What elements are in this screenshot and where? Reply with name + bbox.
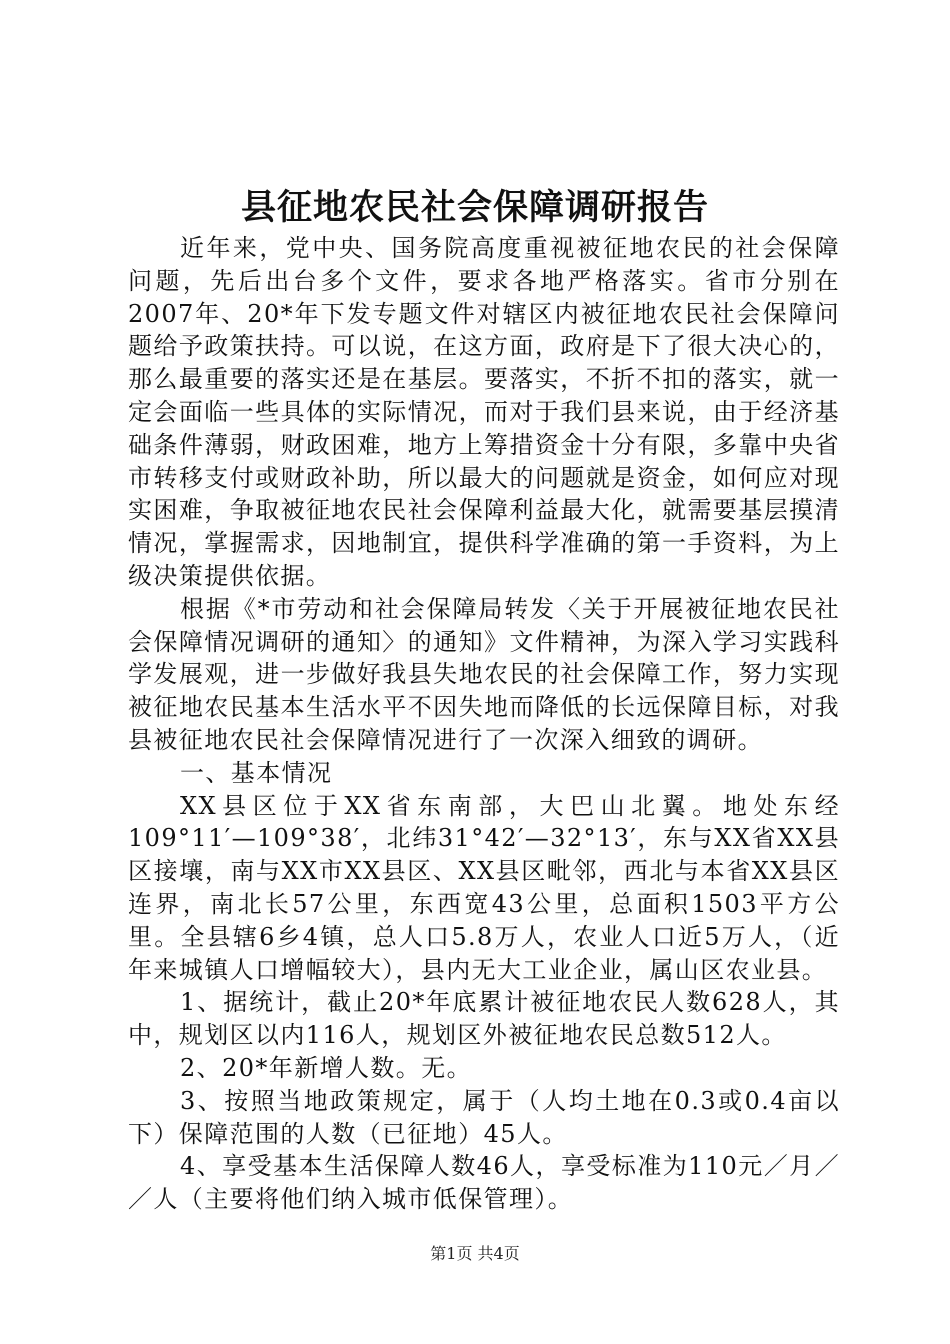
paragraph-item-3: 3、按照当地政策规定，属于（人均土地在0.3或0.4亩以下）保障范围的人数（已征地）45人。	[128, 1086, 840, 1148]
document-title: 县征地农民社会保障调研报告	[240, 187, 709, 228]
section-heading-basic-situation: 一、基本情况	[180, 758, 333, 787]
paragraph-county-overview: XX县区位于XX省东南部，大巴山北翼。地处东经109°11′—109°38′，北纬31°42′—32°13′，东与XX省XX县区接壤，南与XX市XX县区、XX县区毗邻，西北与本省XX县区连界，南北长57公里，东西宽43公里，总面积1503平方公里。全县辖6乡4镇，总人口5.8万人，农业人口近5万人，（近年来城镇人口增幅较大），县内无大工业企业，属山区农业县。	[128, 791, 840, 984]
paragraph-item-1: 1、据统计，截止20*年底累计被征地农民人数628人，其中，规划区以内116人，规划区外被征地农民总数512人。	[128, 988, 840, 1050]
document-body	[128, 232, 840, 1216]
paragraph-intro: 近年来，党中央、国务院高度重视被征地农民的社会保障问题，先后出台多个文件，要求各地严格落实。省市分别在2007年、20*年下发专题文件对辖区内被征地农民社会保障问题给予政策扶持。可以说，在这方面，政府是下了很大决心的，那么最重要的落实还是在基层。要落实，不折不扣的落实，就一定会面临一些具体的实际情况，而对于我们县来说，由于经济基础条件薄弱，财政困难，地方上筹措资金十分有限，多靠中央省市转移支付或财政补助，所以最大的问题就是资金，如何应对现实困难，争取被征地农民社会保障利益最大化，就需要基层摸清情况，掌握需求，因地制宜，提供科学准确的第一手资料，为上级决策提供依据。	[128, 234, 840, 590]
page-footer: 第1页 共4页	[430, 1244, 520, 1263]
paragraph-basis: 根据《*市劳动和社会保障局转发〈关于开展被征地农民社会保障情况调研的通知〉的通知》文件精神，为深入学习实践科学发展观，进一步做好我县失地农民的社会保障工作，努力实现被征地农民基本生活水平不因失地而降低的长远保障目标，对我县被征地农民社会保障情况进行了一次深入细致的调研。	[128, 594, 840, 754]
paragraph-item-2: 2、20*年新增人数。无。	[180, 1053, 473, 1082]
paragraph-item-4: 4、享受基本生活保障人数46人，享受标准为110元／月／／人（主要将他们纳入城市低保管理）。	[128, 1152, 840, 1214]
